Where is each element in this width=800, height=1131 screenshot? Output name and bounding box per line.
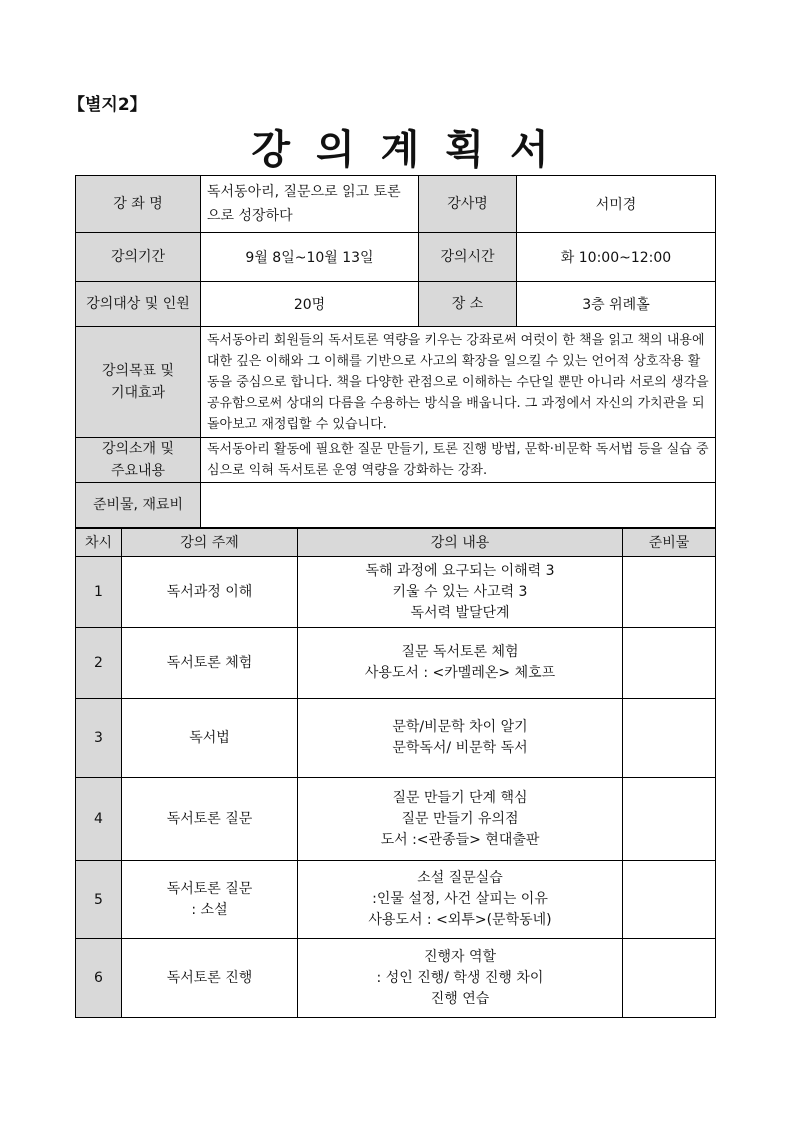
session-content-line: 질문 만들기 단계 핵심: [392, 789, 528, 806]
session-content-line: 질문 만들기 유의점: [401, 810, 519, 827]
session-topic-line: : 소설: [191, 901, 228, 918]
session-content: [298, 628, 623, 699]
session-topic-line: 독서토론 체험: [166, 654, 253, 671]
session-topic-line: 독서토론 진행: [166, 969, 253, 986]
time-label: 강의시간: [419, 233, 517, 282]
session-topic-line: 독서과정 이해: [166, 583, 253, 600]
materials-value: [201, 483, 716, 528]
session-prep: [623, 628, 716, 699]
time-value: 화 10:00~12:00: [517, 233, 716, 282]
session-prep: [623, 861, 716, 939]
session-content-line: :인물 설정, 사건 살피는 이유: [372, 891, 548, 907]
goal-label: 강의목표 및 기대효과: [76, 327, 201, 438]
attachment-label: 【별지2】: [68, 95, 147, 115]
course-info-table: [75, 175, 716, 528]
session-topic: [122, 778, 298, 861]
session-content: [298, 861, 623, 939]
instructor-value: 서미경: [517, 176, 716, 233]
session-content: [298, 939, 623, 1018]
session-topic-line: 독서토론 질문: [166, 810, 253, 827]
session-prep: [623, 778, 716, 861]
header-content: 강의 내용: [298, 529, 623, 557]
session-number: 3: [76, 699, 122, 778]
session-number: 5: [76, 861, 122, 939]
session-content-line: 진행자 역할: [423, 948, 497, 965]
period-label: 강의기간: [76, 233, 201, 282]
session-content: [298, 778, 623, 861]
session-content-line: 사용도서 : <외투>(문학동네): [368, 912, 552, 928]
session-content-line: 사용도서 : <카멜레온> 체호프: [364, 665, 556, 681]
schedule-row: [76, 861, 716, 939]
schedule-header-row: [76, 529, 716, 557]
session-prep: [623, 699, 716, 778]
target-label: 강의대상 및 인원: [76, 282, 201, 327]
session-content-line: 질문 독서토론 체험: [401, 644, 519, 660]
schedule-row: [76, 778, 716, 861]
schedule-row: [76, 557, 716, 628]
session-content-line: 문학독서/ 비문학 독서: [392, 740, 528, 756]
course-name-label: 강 좌 명: [76, 176, 201, 233]
intro-label: 강의소개 및 주요내용: [76, 438, 201, 483]
instructor-label: 강사명: [419, 176, 517, 233]
session-content-line: : 성인 진행/ 학생 진행 차이: [376, 969, 544, 986]
course-name-value: 독서동아리, 질문으로 읽고 토론으로 성장하다: [201, 176, 419, 233]
place-label: 장 소: [419, 282, 517, 327]
session-prep: [623, 557, 716, 628]
session-topic: [122, 861, 298, 939]
schedule-row: [76, 628, 716, 699]
session-number: 6: [76, 939, 122, 1018]
session-topic-line: 독서법: [189, 729, 230, 746]
header-session: 차시: [76, 529, 122, 557]
session-topic: [122, 557, 298, 628]
schedule-row: [76, 699, 716, 778]
session-content-line: 키울 수 있는 사고력 3: [392, 583, 528, 600]
period-value: 9월 8일~10월 13일: [201, 233, 419, 282]
session-number: 1: [76, 557, 122, 628]
place-value: 3층 위례홀: [517, 282, 716, 327]
session-content: [298, 557, 623, 628]
session-prep: [623, 939, 716, 1018]
intro-value: 독서동아리 활동에 필요한 질문 만들기, 토론 진행 방법, 문학·비문학 독서법 등을 실습 중심으로 익혀 독서토론 운영 역량을 강화하는 강좌.: [201, 438, 716, 483]
materials-label: 준비물, 재료비: [76, 483, 201, 528]
session-number: 4: [76, 778, 122, 861]
session-topic: [122, 699, 298, 778]
session-content-line: 독서력 발달단계: [410, 604, 510, 621]
session-content-line: 독해 과정에 요구되는 이해력 3: [365, 562, 555, 579]
session-content-line: 진행 연습: [430, 990, 490, 1007]
schedule-table: [75, 528, 716, 1018]
session-topic: [122, 628, 298, 699]
session-number: 2: [76, 628, 122, 699]
session-topic-line: 독서토론 질문: [166, 880, 253, 897]
document-title: 강의계획서: [251, 127, 575, 173]
session-content-line: 문학/비문학 차이 알기: [392, 719, 528, 735]
goal-value: 독서동아리 회원들의 독서토론 역량을 키우는 강좌로써 여럿이 한 책을 읽고 책의 내용에 대한 깊은 이해와 그 이해를 기반으로 사고의 확장을 일으킬 수 있는 언어적 상호작용 활동을 중심으로 합니다. 책을 다양한 관점으로 이해하는 수단일 뿐만 아니라 서로의 생각을 공유함으로써 상대의 다름을 수용하는 방식을 배웁니다. 그 과정에서 자신의 가치관을 되돌아보고 재정립할 수 있습니다.: [201, 327, 716, 438]
session-topic: [122, 939, 298, 1018]
schedule-row: [76, 939, 716, 1018]
session-content-line: 소설 질문실습: [417, 870, 503, 886]
header-topic: 강의 주제: [122, 529, 298, 557]
session-content-line: 도서 :<관종들> 현대출판: [380, 831, 540, 848]
header-prep: 준비물: [623, 529, 716, 557]
target-value: 20명: [201, 282, 419, 327]
session-content: [298, 699, 623, 778]
